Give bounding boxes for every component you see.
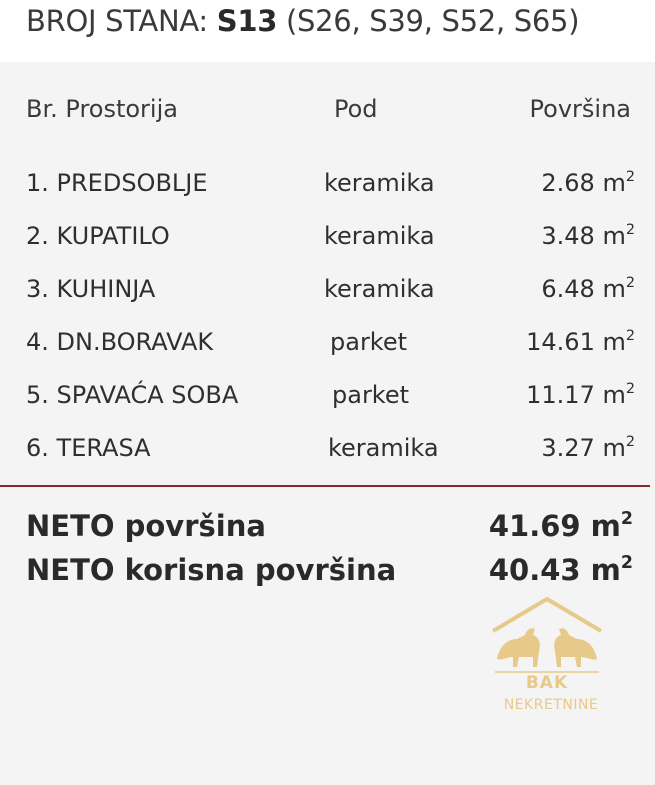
logo-brand-text: BAK (525, 673, 569, 693)
table-row (0, 328, 655, 368)
room-floor: parket (332, 381, 410, 409)
total-row-net-area (0, 509, 655, 551)
room-area: 3.48 $m^2$ (541, 221, 635, 250)
total-label: NETO korisna površina (26, 553, 397, 587)
table-row (0, 381, 655, 421)
room-area: 6.48 $m^2$ (541, 274, 635, 303)
table-row (0, 169, 655, 209)
room-area: 2.68 $m^2$ (541, 168, 635, 197)
company-logo (487, 595, 617, 720)
room-area: 3.27 $m^2$ (541, 433, 635, 462)
room-name: 2. KUPATILO (26, 222, 170, 250)
total-label: NETO površina (26, 509, 266, 543)
room-name: 4. DN.BORAVAK (26, 328, 214, 356)
apartment-number-title (26, 4, 579, 38)
room-name: 1. PREDSOBLJE (26, 169, 208, 197)
logo-sub-text: NEKRETNINE (503, 697, 599, 713)
total-row-net-usable-area (0, 553, 655, 595)
column-header-area: Površina (529, 95, 631, 123)
room-floor: keramika (324, 275, 435, 303)
room-floor: parket (330, 328, 408, 356)
total-value: 41.69 $m^2$ (488, 508, 633, 543)
room-area: 11.17 $m^2$ (526, 380, 635, 409)
table-row (0, 275, 655, 315)
bulls-house-logo-icon (487, 595, 607, 675)
divider (0, 485, 650, 487)
room-floor: keramika (324, 222, 435, 250)
room-name: 5. SPAVAĆA SOBA (26, 381, 239, 409)
column-header-floor: Pod (334, 95, 378, 123)
room-name: 6. TERASA (26, 434, 151, 462)
total-value: 40.43 $m^2$ (488, 552, 633, 587)
title-unit: S13 (216, 4, 278, 38)
room-area: 14.61 $m^2$ (526, 327, 635, 356)
table-row (0, 222, 655, 262)
room-floor: keramika (324, 169, 435, 197)
header (0, 0, 655, 62)
column-header-room: Br. Prostorija (26, 95, 178, 123)
room-name: 3. KUHINJA (26, 275, 156, 303)
room-floor: keramika (328, 434, 439, 462)
title-prefix: BROJ STANA: (26, 4, 217, 38)
table-row (0, 434, 655, 474)
title-alternates: (S26, S39, S52, S65) (277, 4, 580, 38)
